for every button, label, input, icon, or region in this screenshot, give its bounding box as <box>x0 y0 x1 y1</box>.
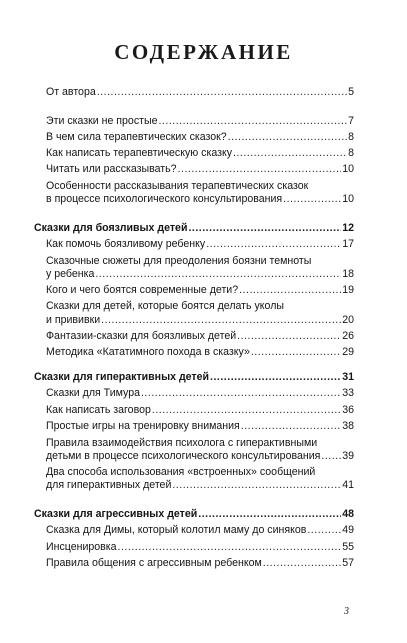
leader-dots <box>95 268 341 281</box>
toc-section-fearful-children <box>34 222 354 235</box>
toc-entry-injections <box>46 314 354 327</box>
toc-entry-help-fearful-child <box>46 238 354 251</box>
toc-entry-page: 19 <box>342 284 354 296</box>
toc-entry-page: 41 <box>342 479 354 491</box>
toc-entry-modern-fears <box>46 284 354 297</box>
leader-dots <box>251 346 341 359</box>
toc-entry-page: 7 <box>348 115 354 127</box>
toc-entry-title: В чем сила терапевтических сказок? <box>46 131 227 143</box>
toc-entry-page: 49 <box>342 524 354 536</box>
toc-entry-title: Читать или рассказывать? <box>46 163 177 175</box>
toc-entry-title: детьми в процессе психологического консультирования <box>46 450 321 462</box>
toc-entry-page: 26 <box>342 330 354 342</box>
leader-dots <box>178 163 342 176</box>
toc-entry-page: 36 <box>342 404 354 416</box>
toc-entry-title: Инсценировка <box>46 541 117 553</box>
toc-entry-title: Фантазии-сказки для боязливых детей <box>46 330 237 342</box>
toc-entry-title: Правила общения с агрессивным ребенком <box>46 557 262 569</box>
toc-entry-title: Кого и чего боятся современные дети? <box>46 284 239 296</box>
toc-entry-features-line1: Особенности рассказывания терапевтических сказок <box>46 180 309 192</box>
toc-entry-fantasy-tales <box>46 330 354 343</box>
toc-entry-title: Эти сказки не простые <box>46 115 158 127</box>
toc-entry-page: 33 <box>342 387 354 399</box>
leader-dots <box>239 284 341 297</box>
leader-dots <box>101 314 341 327</box>
leader-dots <box>172 479 341 492</box>
toc-entry-page: 10 <box>342 193 354 205</box>
toc-entry-title: и прививки <box>46 314 101 326</box>
leader-dots <box>188 222 341 235</box>
toc-entry-staging <box>46 541 354 554</box>
leader-dots <box>321 450 341 463</box>
leader-dots <box>233 147 347 160</box>
toc-entry-title: у ребенка <box>46 268 95 280</box>
toc-entry-page: 8 <box>348 147 354 159</box>
toc-entry-page: 12 <box>342 222 354 234</box>
toc-entry-page: 18 <box>342 268 354 280</box>
toc-entry-tale-for-dima <box>46 524 354 537</box>
toc-entry-page: 55 <box>342 541 354 553</box>
page-number: 3 <box>344 606 349 617</box>
toc-entry-interaction-rules-line1: Правила взаимодействия психолога с гиперактивными <box>46 437 318 449</box>
toc-entry-write-spell <box>46 404 354 417</box>
toc-entry-title: Сказка для Димы, который колотил маму до синяков <box>46 524 307 536</box>
toc-entry-page: 29 <box>342 346 354 358</box>
toc-section-title: Сказки для агрессивных детей <box>34 508 198 520</box>
toc-entry-page: 57 <box>342 557 354 569</box>
page-title: СОДЕРЖАНИЕ <box>114 40 293 64</box>
leader-dots <box>210 371 341 384</box>
leader-dots <box>152 404 341 417</box>
toc-entry-page: 39 <box>342 450 354 462</box>
toc-entry-tales-not-simple <box>46 115 354 128</box>
leader-dots <box>237 330 341 343</box>
toc-entry-embedded-messages-line1: Два способа использования «встроенных» сообщений <box>46 466 316 478</box>
toc-entry-title: Как помочь боязливому ребенку <box>46 238 206 250</box>
toc-entry-communication-rules <box>46 557 354 570</box>
toc-entry-title: Методика «Кататимного похода в сказку» <box>46 346 250 358</box>
toc-entry-author-foreword <box>46 86 354 99</box>
toc-entry-title: Как написать терапевтическую сказку <box>46 147 233 159</box>
leader-dots <box>141 387 341 400</box>
toc-section-aggressive-children <box>34 508 354 521</box>
toc-entry-darkness <box>46 268 354 281</box>
toc-entry-page: 20 <box>342 314 354 326</box>
toc-entry-page: 38 <box>342 420 354 432</box>
leader-dots <box>118 541 342 554</box>
leader-dots <box>283 193 341 206</box>
leader-dots <box>228 131 347 144</box>
toc-entry-title: Как написать заговор <box>46 404 151 416</box>
toc-entry-page: 48 <box>342 508 354 520</box>
toc-entry-katathym-method <box>46 346 354 359</box>
leader-dots <box>158 115 347 128</box>
leader-dots <box>307 524 341 537</box>
toc-entry-embedded-messages <box>46 479 354 492</box>
toc-entry-page: 8 <box>348 131 354 143</box>
toc-entry-page: 17 <box>342 238 354 250</box>
toc-entry-title: Сказки для Тимура <box>46 387 140 399</box>
toc-entry-title: Простые игры на тренировку внимания <box>46 420 240 432</box>
toc-entry-title: для гиперактивных детей <box>46 479 172 491</box>
toc-section-hyperactive-children <box>34 371 354 384</box>
toc-entry-page: 5 <box>348 86 354 98</box>
toc-section-title: Сказки для гиперактивных детей <box>34 371 210 383</box>
toc-entry-attention-games <box>46 420 354 433</box>
toc-section-title: Сказки для боязливых детей <box>34 222 188 234</box>
toc-entry-tales-for-timur <box>46 387 354 400</box>
leader-dots <box>263 557 341 570</box>
toc-entry-features <box>46 193 354 206</box>
toc-entry-title: От автора <box>46 86 96 98</box>
leader-dots <box>241 420 341 433</box>
toc-entry-page: 31 <box>342 371 354 383</box>
toc-entry-title: в процессе психологического консультирования <box>46 193 283 205</box>
toc-entry-injections-line1: Сказки для детей, которые боятся делать уколы <box>46 300 285 312</box>
toc-entry-power-of-tales <box>46 131 354 144</box>
toc-entry-page: 10 <box>342 163 354 175</box>
leader-dots <box>97 86 347 99</box>
toc-entry-darkness-line1: Сказочные сюжеты для преодоления боязни темноты <box>46 255 312 267</box>
toc-entry-how-to-write <box>46 147 354 160</box>
leader-dots <box>206 238 341 251</box>
toc-entry-interaction-rules <box>46 450 354 463</box>
toc-entry-read-or-tell <box>46 163 354 176</box>
leader-dots <box>198 508 341 521</box>
